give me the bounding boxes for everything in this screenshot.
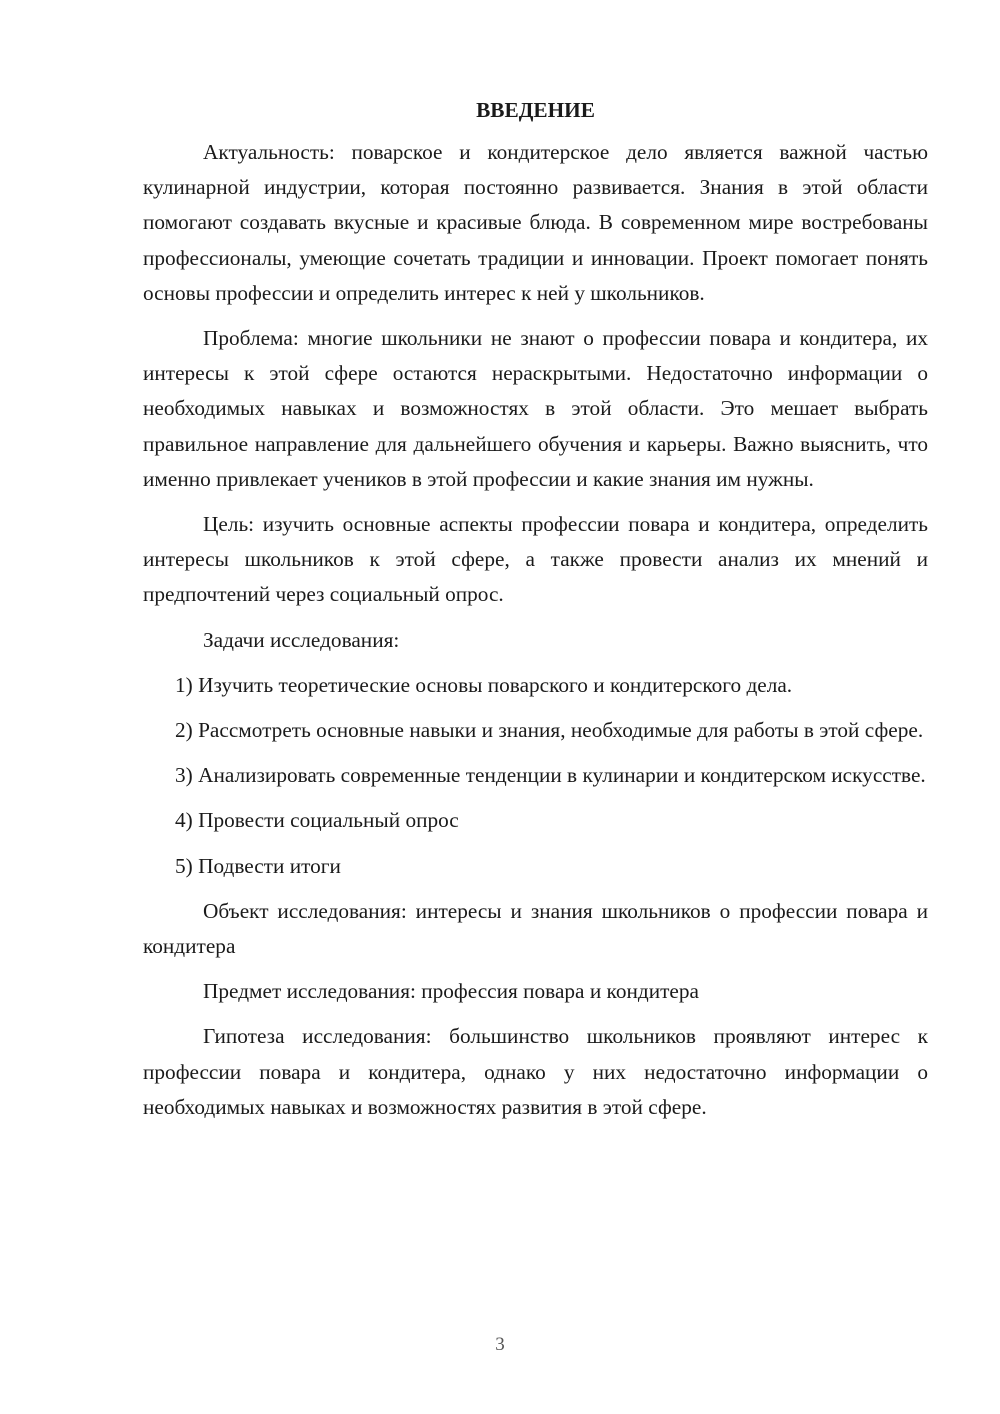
paragraph-relevance: Актуальность: поварское и кондитерское дело является важной частью кулинарной индустрии, которая постоянно развивается. Знания в этой области помогают создавать вкусные и красивые блюда. В современном мире востребованы профессионалы, умеющие сочетать традиции и инновации. Проект помогает понять основы профессии и определить интерес к ней у школьников. [143, 140, 928, 305]
task-item-2: 2) Рассмотреть основные навыки и знания, необходимые для работы в этой сфере. [175, 718, 924, 743]
paragraph-subject: Предмет исследования: профессия повара и кондитера [203, 979, 699, 1004]
task-item-3: 3) Анализировать современные тенденции в кулинарии и кондитерском искусстве. [175, 763, 926, 788]
document-page [143, 95, 928, 1135]
tasks-heading: Задачи исследования: [203, 627, 400, 652]
task-item-1: 1) Изучить теоретические основы поварского и кондитерского дела. [175, 672, 793, 697]
task-item-4: 4) Провести социальный опрос [175, 808, 459, 833]
paragraph-problem: Проблема: многие школьники не знают о профессии повара и кондитера, их интересы к этой сфере остаются нераскрытыми. Недостаточно информации о необходимых навыках и возможностях в этой области. Это мешает выбрать правильное направление для дальнейшего обучения и карьеры. Важно выяснить, что именно привлекает учеников в этой профессии и какие знания им нужны. [143, 326, 928, 491]
paragraph-goal: Цель: изучить основные аспекты профессии повара и кондитера, определить интересы школьников к этой сфере, а также провести анализ их мнений и предпочтений через социальный опрос. [143, 512, 928, 607]
paragraph-hypothesis: Гипотеза исследования: большинство школьников проявляют интерес к профессии повара и кондитера, однако у них недостаточно информации о необходимых навыках и возможностях развития в этой сфере. [143, 1024, 928, 1119]
document-title: ВВЕДЕНИЕ [476, 98, 595, 122]
page-number: 3 [495, 1334, 505, 1355]
paragraph-object: Объект исследования: интересы и знания школьников о профессии повара и кондитера [143, 898, 928, 959]
task-item-5: 5) Подвести итоги [175, 853, 341, 878]
